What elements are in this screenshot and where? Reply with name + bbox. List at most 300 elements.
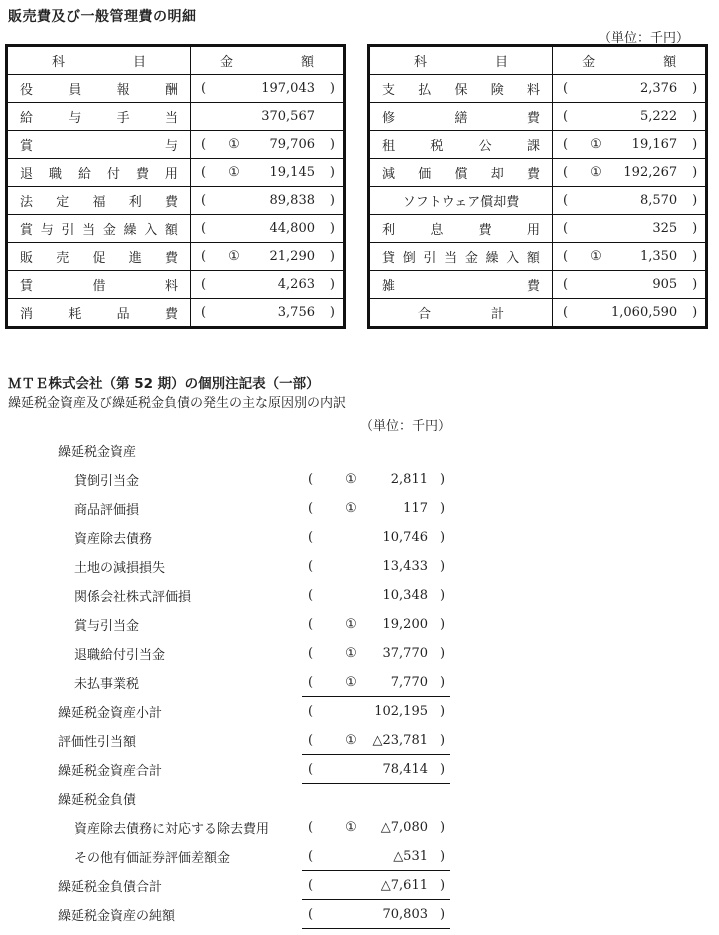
account-name: [7, 187, 191, 215]
account-name: [7, 243, 191, 271]
account-name: [369, 299, 553, 328]
label-char: 与: [68, 111, 82, 126]
open-paren: (: [563, 305, 569, 320]
amount-cell: [191, 131, 345, 159]
close-paren: ): [692, 165, 698, 180]
table-row: [7, 75, 345, 103]
item-label: 繰延税金資産: [58, 445, 137, 460]
label-char: 費: [135, 167, 149, 182]
table-row: [369, 215, 707, 243]
amount: [553, 243, 705, 270]
table-row: [369, 159, 707, 187]
label-char: 課: [526, 139, 540, 154]
close-paren: ): [692, 109, 698, 124]
header-amount-label: [191, 51, 343, 70]
label-char: 繰: [485, 251, 499, 266]
open-paren: (: [563, 109, 569, 124]
open-paren: (: [563, 137, 569, 152]
item-label: 繰延税金資産合計: [58, 764, 163, 779]
amount: [553, 131, 705, 158]
table-row: [7, 299, 345, 328]
account-label: [20, 107, 178, 126]
account-label: [20, 219, 178, 238]
label-char: 当: [82, 223, 96, 238]
account-label: [20, 79, 178, 98]
label-char: 減: [382, 167, 396, 182]
label-char: 入: [144, 223, 158, 238]
label-char: 給: [77, 167, 91, 182]
amount-cell: [191, 75, 345, 103]
amount-cell: [553, 215, 707, 243]
table-row: [369, 75, 707, 103]
answer-mark: ①: [228, 249, 240, 264]
section-heading-row: [0, 436, 470, 465]
amount-value: 19,200: [382, 617, 428, 632]
account-name: [369, 187, 553, 215]
label-char: 用: [526, 223, 540, 238]
breakdown-row: [0, 639, 470, 668]
label-char: 耗: [68, 307, 82, 322]
amount-value: 5,222: [639, 109, 678, 124]
close-paren: ): [440, 820, 446, 835]
account-name: [7, 75, 191, 103]
breakdown-row: [0, 523, 470, 552]
label-char: 支: [382, 83, 396, 98]
amount-value: 1,060,590: [611, 305, 678, 320]
label-char: 費: [526, 279, 540, 294]
table-row: [7, 271, 345, 299]
header-char: 金: [219, 55, 233, 70]
item-amount: [302, 733, 450, 748]
answer-mark: ①: [590, 165, 602, 180]
amount-value: 8,570: [639, 193, 678, 208]
label-char: 計: [491, 307, 505, 322]
open-paren: (: [308, 675, 314, 690]
amount: [553, 187, 705, 214]
header-char: 金: [582, 55, 596, 70]
label-char: 与: [164, 139, 178, 154]
amount-value: 1,350: [639, 249, 678, 264]
close-paren: ): [692, 305, 698, 320]
amount: [191, 215, 343, 242]
unit-label: （単位：千円）: [598, 31, 690, 46]
label-char: 息: [430, 223, 444, 238]
account-label: [382, 79, 540, 98]
account-name: [369, 243, 553, 271]
item-label: 資産除去債務: [74, 532, 153, 547]
notes-subtitle: 繰延税金資産及び繰延税金負債の発生の主な原因別の内訳: [8, 396, 347, 411]
item-label: 退職給付引当金: [74, 648, 166, 663]
amount-value: △531: [393, 849, 428, 864]
label-char: 報: [116, 83, 130, 98]
header-char: 科: [413, 55, 427, 70]
account-label: [382, 163, 540, 182]
label-char: 費: [164, 307, 178, 322]
item-amount: [302, 704, 450, 719]
item-label: 資産除去債務に対応する除去費用: [74, 822, 270, 837]
close-paren: ): [440, 675, 446, 690]
amount: [191, 159, 343, 186]
amount-value: 37,770: [382, 646, 428, 661]
close-paren: ): [329, 193, 335, 208]
amount-value: 7,770: [390, 675, 428, 690]
item-label: 繰延税金負債: [58, 793, 137, 808]
amount-value: △23,781: [372, 733, 428, 748]
label-char: ソフトウェア償却費: [402, 195, 520, 210]
open-paren: (: [308, 762, 314, 777]
deferred-tax-breakdown: [0, 436, 470, 929]
expense-detail-title: 販売費及び一般管理費の明細: [8, 9, 197, 25]
account-name: [369, 271, 553, 299]
amount-value: △7,080: [380, 820, 428, 835]
label-char: 却: [490, 167, 504, 182]
answer-mark: ①: [590, 137, 602, 152]
answer-mark: ①: [345, 675, 357, 690]
breakdown-row: [0, 581, 470, 610]
open-paren: (: [563, 81, 569, 96]
header-amount: [553, 46, 707, 75]
amount-cell: [191, 215, 345, 243]
label-char: 法: [20, 195, 34, 210]
close-paren: ): [440, 588, 446, 603]
header-account-label: [20, 51, 178, 70]
label-char: 公: [478, 139, 492, 154]
label-char: 職: [48, 167, 62, 182]
amount-value: 10,746: [382, 530, 428, 545]
label-char: 貸: [382, 251, 396, 266]
label-char: 定: [56, 195, 70, 210]
open-paren: (: [201, 193, 207, 208]
table-header-row: [7, 46, 345, 75]
label-char: 料: [526, 83, 540, 98]
label-char: 料: [164, 279, 178, 294]
label-char: 費: [478, 223, 492, 238]
table-row: [7, 215, 345, 243]
account-label: [382, 275, 540, 294]
amount-cell: [553, 103, 707, 131]
header-amount: [191, 46, 345, 75]
label-char: 繕: [454, 111, 468, 126]
close-paren: ): [692, 81, 698, 96]
amount-cell: [553, 75, 707, 103]
amount-cell: [191, 103, 345, 131]
answer-mark: ①: [345, 472, 357, 487]
table-row: [7, 103, 345, 131]
answer-mark: ①: [228, 137, 240, 152]
label-char: 額: [164, 223, 178, 238]
open-paren: (: [563, 193, 569, 208]
item-amount: [302, 878, 450, 893]
amount-value: 2,811: [390, 472, 428, 487]
open-paren: (: [563, 249, 569, 264]
close-paren: ): [440, 878, 446, 893]
section-heading-row: [0, 784, 470, 813]
breakdown-row: [0, 726, 470, 755]
answer-mark: ①: [228, 165, 240, 180]
item-label: 未払事業税: [74, 677, 140, 692]
label-char: 利: [128, 195, 142, 210]
item-label: 繰延税金負債合計: [58, 880, 163, 895]
close-paren: ): [440, 472, 446, 487]
amount-value: 19,145: [269, 165, 315, 180]
open-paren: (: [201, 249, 207, 264]
amount-cell: [191, 243, 345, 271]
close-paren: ): [440, 762, 446, 777]
account-label: [20, 275, 178, 294]
label-char: 修: [382, 111, 396, 126]
close-paren: ): [329, 81, 335, 96]
close-paren: ): [329, 165, 335, 180]
amount-value: 78,414: [382, 762, 428, 777]
total-rule: [302, 928, 450, 929]
amount: [553, 299, 705, 326]
amount-value: 19,167: [631, 137, 678, 152]
label-char: 用: [164, 167, 178, 182]
header-amount-label: [553, 51, 705, 70]
close-paren: ): [329, 137, 335, 152]
open-paren: (: [201, 305, 207, 320]
open-paren: (: [201, 277, 207, 292]
table-row: [369, 131, 707, 159]
label-char: 賞: [20, 223, 34, 238]
amount-cell: [553, 271, 707, 299]
label-char: 払: [418, 83, 432, 98]
item-label: 商品評価損: [74, 503, 140, 518]
label-char: 付: [106, 167, 120, 182]
label-char: 給: [20, 111, 34, 126]
amount: [553, 75, 705, 102]
label-char: 償: [454, 167, 468, 182]
label-char: 与: [40, 223, 54, 238]
header-char: 額: [301, 55, 315, 70]
amount-cell: [191, 271, 345, 299]
breakdown-row: [0, 668, 470, 697]
close-paren: ): [440, 849, 446, 864]
account-label: [20, 163, 178, 182]
item-amount: [302, 820, 450, 835]
item-amount: [302, 530, 450, 545]
item-label: 評価性引当額: [58, 735, 137, 750]
label-char: 進: [128, 251, 142, 266]
account-name: [7, 159, 191, 187]
amount-value: 2,376: [639, 81, 678, 96]
open-paren: (: [308, 501, 314, 516]
amount: [553, 271, 705, 298]
open-paren: (: [201, 137, 207, 152]
amount-value: 192,267: [623, 165, 678, 180]
breakdown-row: [0, 465, 470, 494]
account-name: [369, 215, 553, 243]
table-row: [7, 187, 345, 215]
label-char: 険: [490, 83, 504, 98]
close-paren: ): [329, 221, 335, 236]
answer-mark: ①: [345, 617, 357, 632]
account-label: [382, 303, 540, 322]
open-paren: (: [308, 907, 314, 922]
breakdown-row: [0, 813, 470, 842]
account-name: [7, 271, 191, 299]
amount: [191, 271, 343, 298]
label-char: 費: [526, 167, 540, 182]
amount-cell: [191, 299, 345, 328]
open-paren: (: [308, 704, 314, 719]
table-row: [7, 243, 345, 271]
close-paren: ): [692, 221, 698, 236]
label-char: 入: [506, 251, 520, 266]
account-name: [7, 299, 191, 328]
table-row: [369, 103, 707, 131]
amount-value: 117: [403, 501, 428, 516]
open-paren: (: [308, 849, 314, 864]
label-char: 品: [116, 307, 130, 322]
amount: [191, 299, 343, 326]
label-char: 消: [20, 307, 34, 322]
label-char: 引: [423, 251, 437, 266]
label-char: 金: [102, 223, 116, 238]
open-paren: (: [308, 733, 314, 748]
account-label: [382, 135, 540, 154]
close-paren: ): [440, 530, 446, 545]
notes-unit-label: （単位：千円）: [360, 419, 452, 434]
amount-value: 44,800: [269, 221, 315, 236]
header-char: 科: [51, 55, 65, 70]
amount-value: 13,433: [382, 559, 428, 574]
breakdown-row: [0, 842, 470, 871]
open-paren: (: [308, 588, 314, 603]
breakdown-row: [0, 552, 470, 581]
open-paren: (: [308, 472, 314, 487]
account-label: [20, 191, 178, 210]
label-char: 利: [382, 223, 396, 238]
table-row: [7, 131, 345, 159]
account-name: [369, 75, 553, 103]
item-amount: [302, 588, 450, 603]
account-name: [369, 103, 553, 131]
close-paren: ): [440, 501, 446, 516]
open-paren: (: [308, 559, 314, 574]
account-label: [20, 135, 178, 154]
close-paren: ): [329, 305, 335, 320]
label-char: 税: [430, 139, 444, 154]
label-char: 退: [20, 167, 34, 182]
label-char: 福: [92, 195, 106, 210]
account-name: [7, 215, 191, 243]
amount-cell: [553, 299, 707, 328]
answer-mark: ①: [345, 733, 357, 748]
amount-value: 102,195: [374, 704, 428, 719]
close-paren: ): [692, 193, 698, 208]
amount-value: 905: [652, 277, 678, 292]
header-account: [7, 46, 191, 75]
account-label: [20, 247, 178, 266]
answer-mark: ①: [345, 501, 357, 516]
account-name: [7, 131, 191, 159]
label-char: 酬: [164, 83, 178, 98]
open-paren: (: [563, 221, 569, 236]
close-paren: ): [329, 277, 335, 292]
label-char: 当: [164, 111, 178, 126]
header-char: 目: [133, 55, 147, 70]
amount-cell: [191, 187, 345, 215]
label-char: 租: [382, 139, 396, 154]
answer-mark: ①: [590, 249, 602, 264]
amount-cell: [553, 131, 707, 159]
amount: [553, 159, 705, 186]
amount-value: 70,803: [382, 907, 428, 922]
label-char: 合: [417, 307, 431, 322]
open-paren: (: [563, 277, 569, 292]
account-label: [382, 219, 540, 238]
amount: [553, 103, 705, 130]
close-paren: ): [329, 249, 335, 264]
close-paren: ): [440, 907, 446, 922]
label-char: 員: [68, 83, 82, 98]
label-char: 価: [418, 167, 432, 182]
open-paren: (: [308, 646, 314, 661]
account-label: [382, 107, 540, 126]
breakdown-row: [0, 610, 470, 639]
breakdown-row: [0, 755, 470, 784]
amount: [191, 131, 343, 158]
account-label: [382, 247, 540, 266]
label-char: 保: [454, 83, 468, 98]
open-paren: (: [308, 617, 314, 632]
amount-cell: [553, 243, 707, 271]
account-name: [369, 131, 553, 159]
close-paren: ): [692, 249, 698, 264]
amount-cell: [191, 159, 345, 187]
breakdown-row: [0, 871, 470, 900]
amount: [191, 75, 343, 102]
item-amount: [302, 907, 450, 922]
label-char: 促: [92, 251, 106, 266]
label-char: 引: [61, 223, 75, 238]
item-label: 賞与引当金: [74, 619, 140, 634]
open-paren: (: [308, 878, 314, 893]
item-label: 貸倒引当金: [74, 474, 140, 489]
label-char: 倒: [402, 251, 416, 266]
open-paren: (: [308, 820, 314, 835]
amount-value: 10,348: [382, 588, 428, 603]
account-name: [7, 103, 191, 131]
label-char: 額: [526, 251, 540, 266]
close-paren: ): [692, 137, 698, 152]
table-row: [369, 243, 707, 271]
open-paren: (: [201, 81, 207, 96]
amount-value: 3,756: [277, 305, 315, 320]
item-label: その他有価証券評価差額金: [74, 851, 231, 866]
amount: [191, 187, 343, 214]
account-name: [369, 159, 553, 187]
item-amount: [302, 646, 450, 661]
amount-value: 4,263: [277, 277, 315, 292]
breakdown-row: [0, 697, 470, 726]
item-amount: [302, 472, 450, 487]
item-label: 繰延税金資産小計: [58, 706, 163, 721]
label-char: 費: [526, 111, 540, 126]
label-char: 役: [20, 83, 34, 98]
amount-value: 325: [652, 221, 678, 236]
label-char: 当: [444, 251, 458, 266]
label-char: 売: [56, 251, 70, 266]
amount: [553, 215, 705, 242]
label-char: 手: [116, 111, 130, 126]
label-char: 金: [464, 251, 478, 266]
amount: [191, 243, 343, 270]
item-amount: [302, 617, 450, 632]
table-row: [369, 299, 707, 328]
open-paren: (: [563, 165, 569, 180]
